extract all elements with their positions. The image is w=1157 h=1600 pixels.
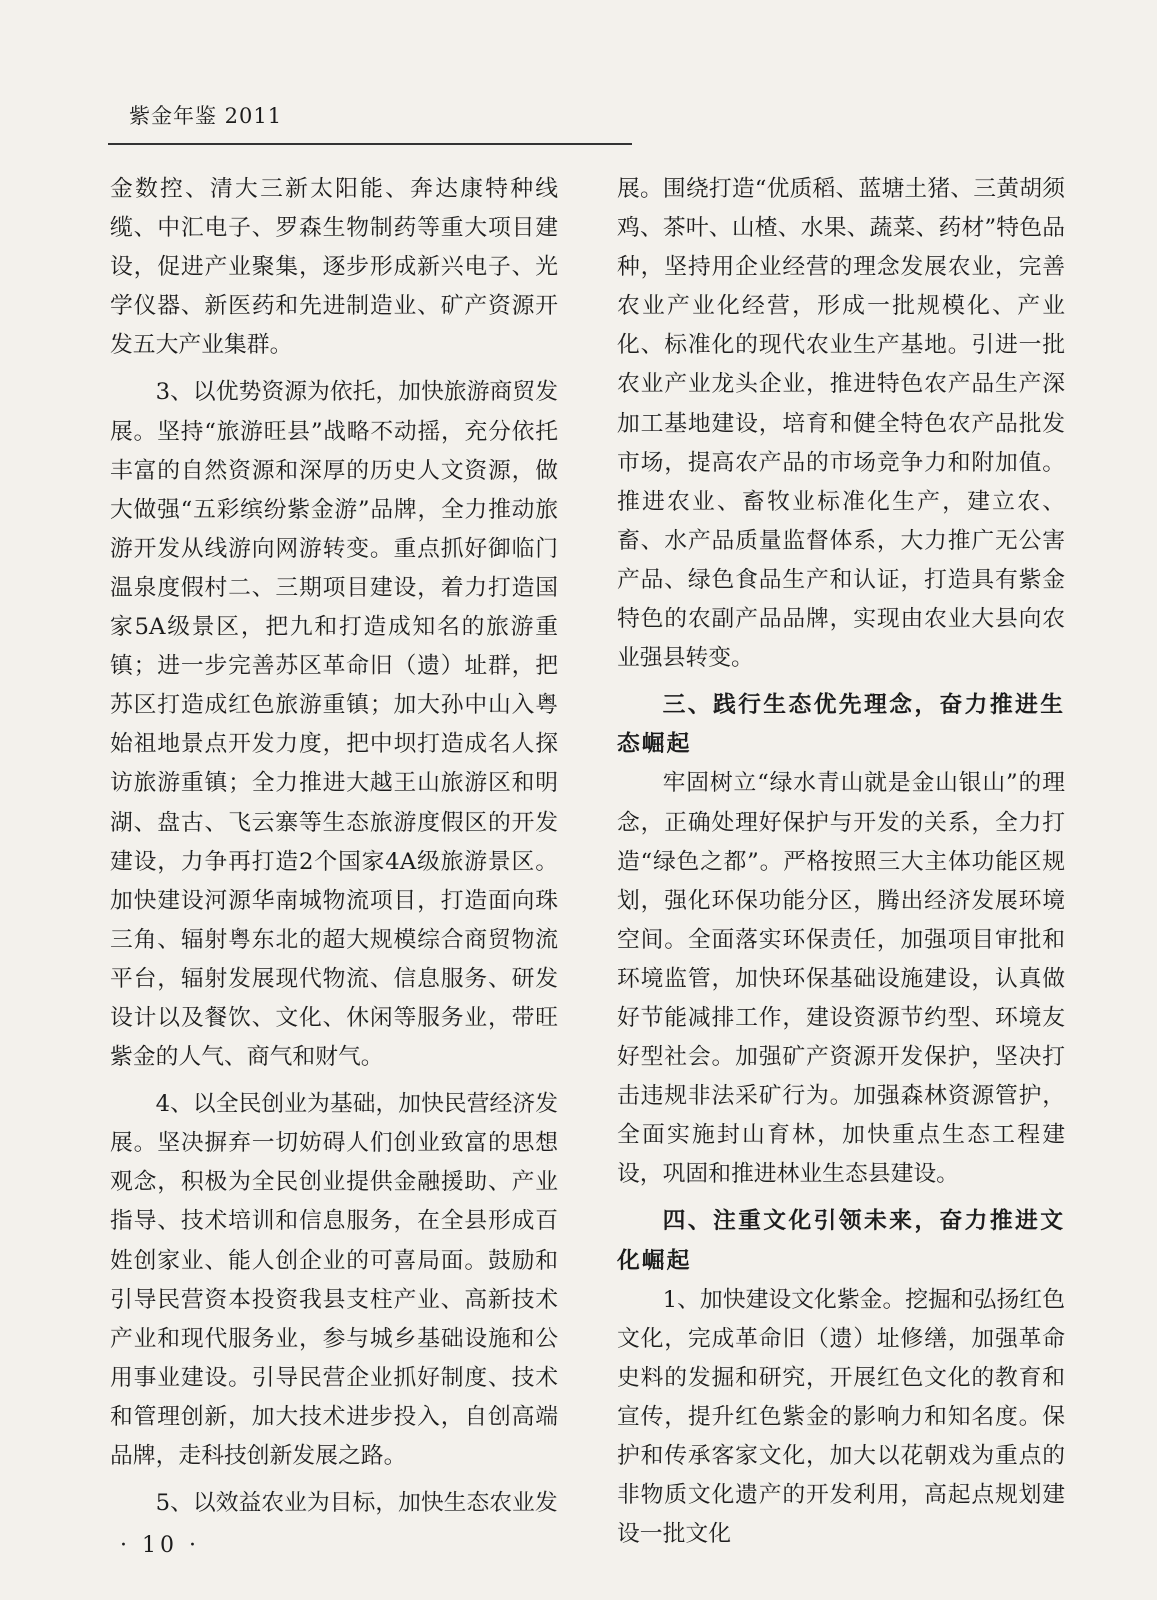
page-number: · 10 · <box>120 1533 200 1558</box>
paragraph-agriculture-cont: 展。围绕打造“优质稻、蓝塘土猪、三黄胡须鸡、茶叶、山楂、水果、蔬菜、药材”特色品种，坚持用企业经营的理念发展农业，完善农业产业化经营，形成一批规模化、产业化、标准化的现代农业生产基地。引进一批农业产业龙头企业，推进特色农产品生产深加工基地建设，培育和健全特色农产品批发市场，提高农产品的市场竞争力和附加值。推进农业、畜牧业标准化生产，建立农、畜、水产品质量监督体系，大力推广无公害产品、绿色食品生产和认证，打造具有紫金特色的农副产品品牌，实现由农业大县向农业强县转变。 <box>617 176 1065 672</box>
left-column <box>110 170 558 1523</box>
paragraph-continued: 金数控、清大三新太阳能、奔达康特种线缆、中汇电子、罗森生物制药等重大项目建设，促进产业聚集，逐步形成新兴电子、光学仪器、新医药和先进制造业、矿产资源开发五大产业集群。 <box>110 176 558 359</box>
running-header: 紫金年鉴 2011 <box>129 104 283 128</box>
paragraph-private-economy: 4、以全民创业为基础，加快民营经济发展。坚决摒弃一切妨碍人们创业致富的思想观念，积极为全民创业提供金融援助、产业指导、技术培训和信息服务，在全县形成百姓创家业、能人创企业的可喜局面。鼓励和引导民营资本投资我县支柱产业、高新技术产业和现代服务业，参与城乡基础设施和公用事业建设。引导民营企业抓好制度、技术和管理创新，加大技术进步投入，自创高端品牌，走科技创新发展之路。 <box>110 1091 558 1469</box>
header-rule <box>108 143 632 145</box>
section-heading-ecology: 三、践行生态优先理念，奋力推进生态崛起 <box>617 692 1065 758</box>
paragraph-culture: 1、加快建设文化紫金。挖掘和弘扬红色文化，完成革命旧（遗）址修缮，加强革命史料的发掘和研究，开展红色文化的教育和宣传，提升红色紫金的影响力和知名度。保护和传承客家文化，加大以花朝戏为重点的非物质文化遗产的开发利用，高起点规划建设一批文化 <box>617 1286 1065 1548</box>
paragraph-ecology: 牢固树立“绿水青山就是金山银山”的理念，正确处理好保护与开发的关系，全力打造“绿色之都”。严格按照三大主体功能区规划，强化环保功能分区，腾出经济发展环境空间。全面落实环保责任，加强项目审批和环境监管，加快环保基础设施建设，认真做好节能减排工作，建设资源节约型、环境友好型社会。加强矿产资源开发保护，坚决打击违规非法采矿行为。加强森林资源管护，全面实施封山育林，加快重点生态工程建设，巩固和推进林业生态县建设。 <box>617 770 1065 1188</box>
paragraph-agriculture-start: 5、以效益农业为目标，加快生态农业发 <box>155 1490 558 1517</box>
paragraph-tourism: 3、以优势资源为依托，加快旅游商贸发展。坚持“旅游旺县”战略不动摇，充分依托丰富的自然资源和深厚的历史人文资源，做大做强“五彩缤纷紫金游”品牌，全力推动旅游开发从线游向网游转变。重点抓好御临门温泉度假村二、三期项目建设，着力打造国家5A级景区，把九和打造成知名的旅游重镇；进一步完善苏区革命旧（遗）址群，把苏区打造成红色旅游重镇；加大孙中山入粤始祖地景点开发力度，把中坝打造成名人探访旅游重镇；全力推进大越王山旅游区和明湖、盘古、飞云寨等生态旅游度假区的开发建设，力争再打造2个国家4A级旅游景区。加快建设河源华南城物流项目，打造面向珠三角、辐射粤东北的超大规模综合商贸物流平台，辐射发展现代物流、信息服务、研发设计以及餐饮、文化、休闲等服务业，带旺紫金的人气、商气和财气。 <box>110 379 558 1071</box>
right-column <box>617 170 1065 1554</box>
section-heading-culture: 四、注重文化引领未来，奋力推进文化崛起 <box>617 1208 1065 1274</box>
